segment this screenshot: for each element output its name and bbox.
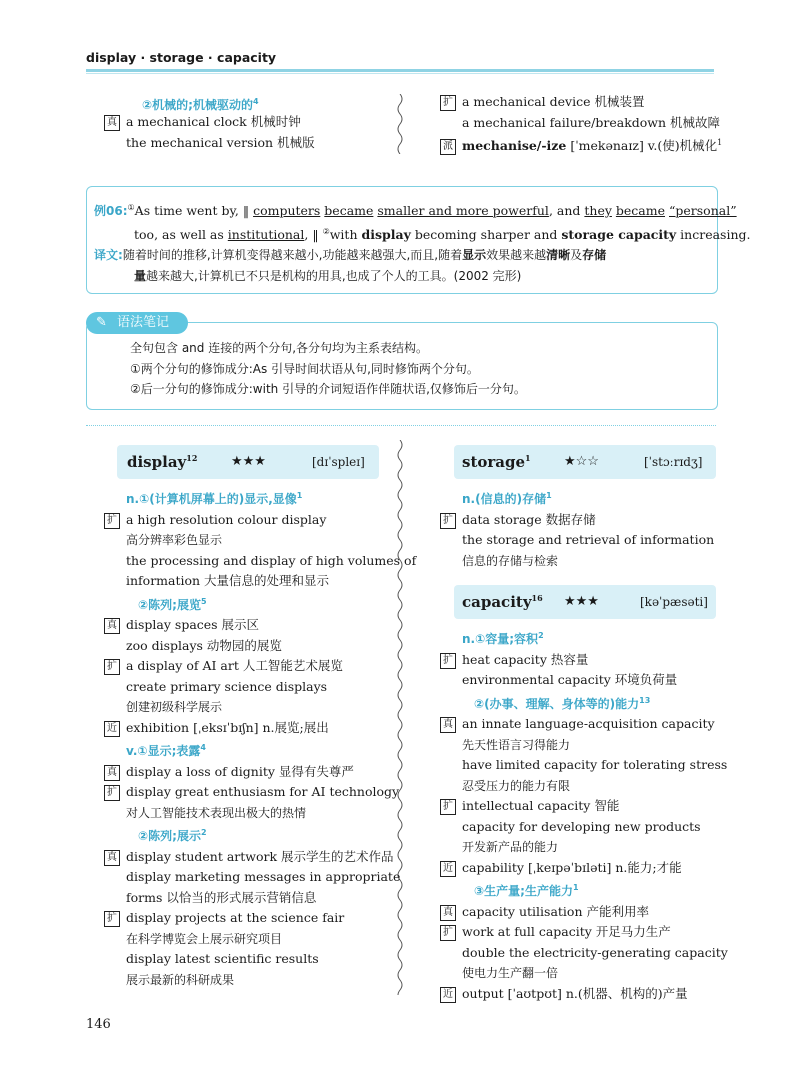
example-line: 近 capability [ˌkeɪpəˈbɪləti] n.能力;才能 xyxy=(440,858,724,879)
header-rule-thin xyxy=(86,73,714,74)
pen-icon: ✎ xyxy=(96,315,107,330)
example-line: have limited capacity for tolerating stress xyxy=(462,757,728,772)
entry-head-storage xyxy=(454,445,716,479)
example-line: double the electricity-generating capacity xyxy=(462,944,728,960)
grammar-line: ①两个分句的修饰成分:As 引导时间状语从句,同时修饰两个分句。 xyxy=(130,361,479,376)
display-senses xyxy=(104,486,417,990)
label-tag: 扩 xyxy=(104,513,120,529)
running-header: display · storage · capacity xyxy=(86,50,277,65)
example-line: 扩 display projects at the science fair xyxy=(104,908,388,929)
example-line: the storage and retrieval of information xyxy=(462,532,715,547)
example-line: display latest scientific results xyxy=(126,951,319,966)
example-line: 真 capacity utilisation 产能利用率 xyxy=(440,902,724,923)
label-tag: 扩 xyxy=(440,925,456,941)
example-line: 使电力生产翻一倍 xyxy=(462,966,559,980)
example-line-2: too, as well as institutional, ‖ ②with display becoming sharper and storage capacity increasing. xyxy=(134,226,751,242)
example-line: 扩 a mechanical device 机械装置 xyxy=(440,92,722,113)
entry-head-display xyxy=(117,445,379,479)
example-line: 近 exhibition [ˌeksɪˈbɪʃn] n.展览;展出 xyxy=(104,718,388,739)
page-number: 146 xyxy=(86,1017,111,1032)
example-sentence xyxy=(94,198,751,286)
example-line: a mechanical failure/breakdown 机械故障 xyxy=(462,114,721,130)
example-line: 扩 data storage 数据存储 xyxy=(440,510,724,531)
grammar-tab: ✎ 语法笔记 xyxy=(86,312,188,334)
label-tag: 真 xyxy=(104,618,120,634)
example-line: 真 an innate language-acquisition capacity xyxy=(440,714,724,735)
phonetic: [kəˈpæsəti] xyxy=(640,595,708,609)
example-label: 例06: xyxy=(94,204,128,219)
wavy-column-divider xyxy=(394,440,406,995)
entry-head-capacity xyxy=(454,585,716,619)
grammar-notes xyxy=(130,338,526,400)
label-tag: 近 xyxy=(104,721,120,737)
label-tag: 真 xyxy=(440,905,456,921)
example-line: 先天性语言习得能力 xyxy=(462,737,571,752)
header-rule xyxy=(86,69,714,72)
storage-senses xyxy=(440,486,724,571)
example-line: 扩 heat capacity 热容量 xyxy=(440,650,724,671)
label-tag: 扩 xyxy=(440,799,456,815)
example-line: 真 display a loss of dignity 显得有失尊严 xyxy=(104,762,388,783)
example-line: information 大量信息的处理和显示 xyxy=(126,573,330,588)
example-line: 真 a mechanical clock 机械时钟 xyxy=(104,112,315,133)
example-line: forms 以恰当的形式展示营销信息 xyxy=(126,889,317,905)
sense-label: ②机械的;机械驱动的$^4$ xyxy=(142,97,259,112)
label-tag: 真 xyxy=(440,717,456,733)
translation-line-1: 译文:随着时间的推移,计算机变得越来越小,功能越来越强大,而且,随着显示效果越来越清晰及存储 xyxy=(94,248,607,263)
grammar-line: 全句包含 and 连接的两个分句,各分句均为主系表结构。 xyxy=(130,341,429,355)
label-tag: 扩 xyxy=(104,911,120,927)
label-tag: 真 xyxy=(104,850,120,866)
sense-label: ②陈列;展览$^5$ xyxy=(138,596,207,612)
frequency-stars: ★★★ xyxy=(564,594,599,609)
label-tag: 扩 xyxy=(104,659,120,675)
example-line: environmental capacity 环境负荷量 xyxy=(462,672,678,687)
phonetic: [dɪˈspleɪ] xyxy=(312,455,365,469)
label-tag: 扩 xyxy=(440,513,456,529)
example-line: 开发新产品的能力 xyxy=(462,840,559,854)
example-line: 扩 a high resolution colour display xyxy=(104,510,388,531)
headword: storage$^1$ xyxy=(462,453,531,471)
example-line: the processing and display of high volumes of xyxy=(126,552,417,568)
sense-label: ③生产量;生产能力$^1$ xyxy=(474,883,579,898)
example-line: 对人工智能技术表现出极大的热情 xyxy=(126,805,307,820)
translation-line-2: 量越来越大,计算机已不只是机构的用具,也成了个人的工具。(2002 完形) xyxy=(134,268,522,283)
headword: display$^{12}$ xyxy=(127,453,198,471)
example-line: 真 display student artwork 展示学生的艺术作品 xyxy=(104,847,388,868)
example-line-1: 例06:①As time went by, ‖ computers became smaller and more powerful, and they became “personal” xyxy=(94,203,737,219)
sense-label: n.①(计算机屏幕上的)显示,显像$^1$ xyxy=(126,491,303,506)
example-line: create primary science displays xyxy=(126,678,328,694)
top-right-lines xyxy=(440,92,722,157)
frequency-stars: ★★★ xyxy=(231,454,266,469)
example-line: display marketing messages in appropriate xyxy=(126,869,401,884)
example-line: 扩 work at full capacity 开足马力生产 xyxy=(440,922,724,943)
sense-label: n.①容量;容积$^2$ xyxy=(462,631,544,646)
example-line: capacity for developing new products xyxy=(462,818,701,834)
example-line: zoo displays 动物园的展览 xyxy=(126,637,282,653)
label-tag: 近 xyxy=(440,987,456,1003)
grammar-line: ②后一分句的修饰成分:with 引导的介词短语作伴随状语,仅修饰后一分句。 xyxy=(130,382,526,396)
sense-label: ②(办事、理解、身体等的)能力$^{13}$ xyxy=(474,695,651,711)
label-tag: 扩 xyxy=(104,785,120,801)
example-line: 真 display spaces 展示区 xyxy=(104,615,388,636)
top-left-lines xyxy=(104,112,315,153)
frequency-stars: ★☆☆ xyxy=(564,454,599,469)
phonetic: [ˈstɔːrɪdʒ] xyxy=(644,455,703,469)
sense-label: ②陈列;展示$^2$ xyxy=(138,828,207,843)
capacity-senses xyxy=(440,626,728,1004)
wavy-divider xyxy=(394,94,406,154)
example-line: 创建初级科学展示 xyxy=(126,700,223,714)
section-divider xyxy=(86,425,716,426)
label-tag: 真 xyxy=(104,765,120,781)
example-line: 近 output [ˈaʊtpʊt] n.(机器、机构的)产量 xyxy=(440,984,724,1005)
example-line: 扩 display great enthusiasm for AI technology xyxy=(104,782,388,803)
example-line: 派 mechanise/-ize [ˈmekənaɪz] v.(使)机械化$^1$ xyxy=(440,133,722,157)
example-line: 信息的存储与检索 xyxy=(462,553,559,568)
headword: capacity$^{16}$ xyxy=(462,593,543,611)
example-line: 在科学博览会上展示研究项目 xyxy=(126,931,283,946)
example-line: 忍受压力的能力有限 xyxy=(462,778,571,793)
example-line: 展示最新的科研成果 xyxy=(126,972,235,987)
sense-label: n.(信息的)存储$^1$ xyxy=(462,491,552,506)
example-line: 高分辨率彩色显示 xyxy=(126,533,223,547)
example-line: 扩 a display of AI art 人工智能艺术展览 xyxy=(104,656,388,677)
label-tag: 扩 xyxy=(440,653,456,669)
example-line: 扩 intellectual capacity 智能 xyxy=(440,796,724,817)
sense-label: v.①显示;表露$^4$ xyxy=(126,743,206,758)
label-tag: 近 xyxy=(440,861,456,877)
example-line: the mechanical version 机械版 xyxy=(126,134,315,150)
